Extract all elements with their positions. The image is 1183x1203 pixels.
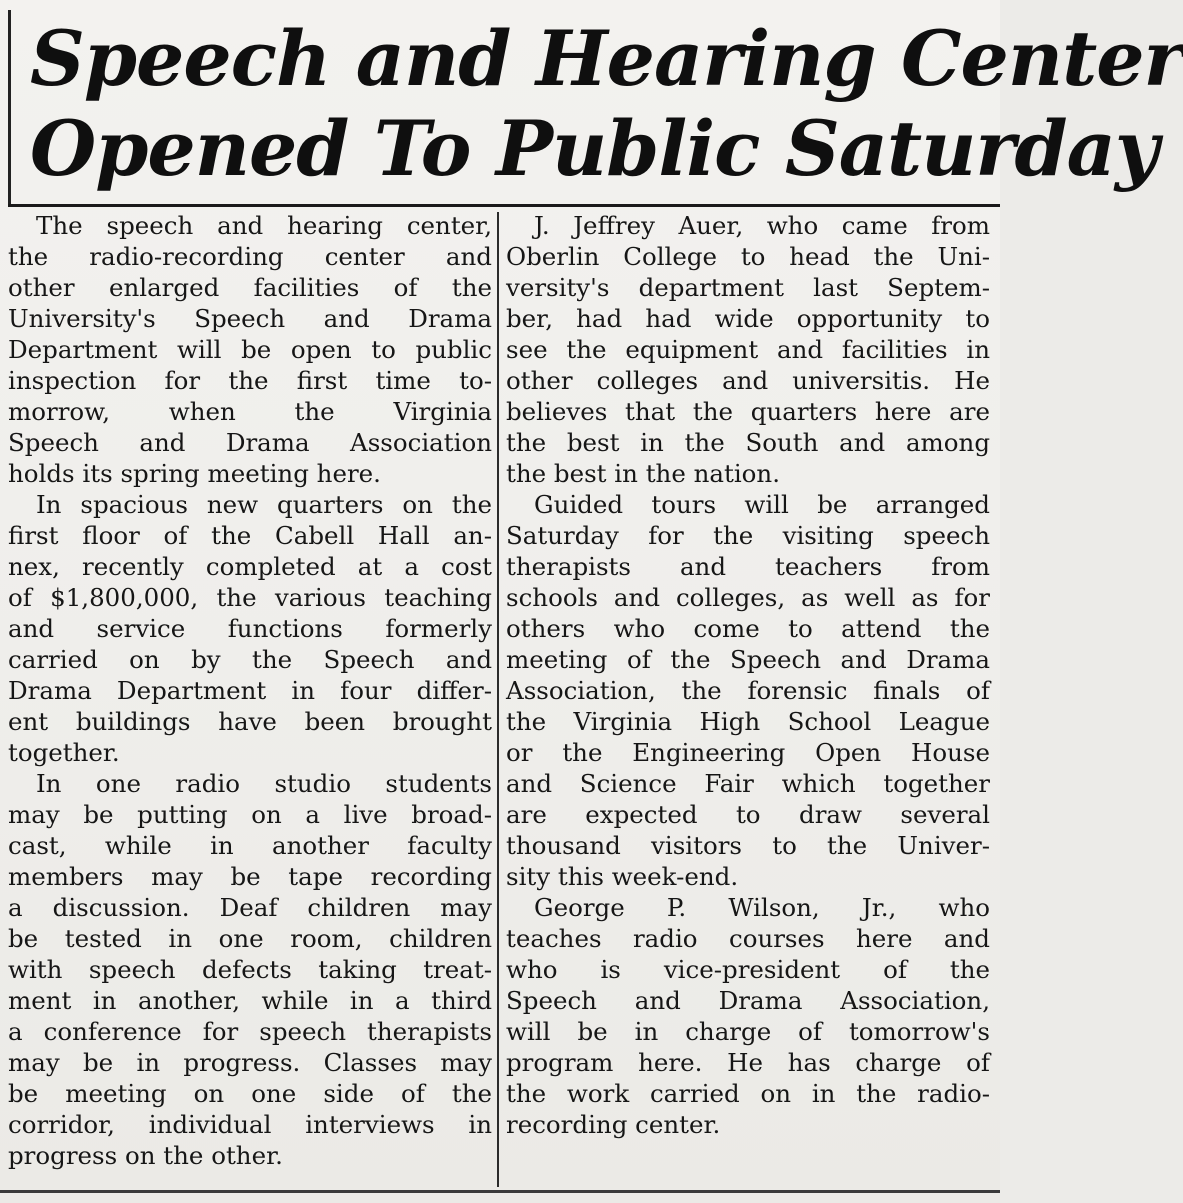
article-line: Speech and Drama Association [8, 428, 492, 457]
headline-left-rule [8, 10, 11, 206]
article-line: other enlarged facilities of the [8, 273, 492, 302]
article-line: versity's department last Septem- [506, 273, 990, 302]
article-line: a discussion. Deaf children may [8, 893, 492, 922]
bottom-divider [0, 1190, 1000, 1193]
article-line: morrow, when the Virginia [8, 397, 492, 426]
article-line: inspection for the first time to- [8, 366, 492, 395]
article-line: teaches radio courses here and [506, 924, 990, 953]
article-line: holds its spring meeting here. [8, 459, 381, 488]
article-right-column [506, 210, 990, 1140]
article-line: are expected to draw several [506, 800, 990, 829]
article-line: cast, while in another faculty [8, 831, 492, 860]
article-line: the radio-recording center and [8, 242, 492, 271]
article-line: with speech defects taking treat- [8, 955, 492, 984]
article-line: carried on by the Speech and [8, 645, 492, 674]
article-line: Guided tours will be arranged [534, 490, 990, 519]
article-line: who is vice-president of the [506, 955, 990, 984]
article-line: program here. He has charge of [506, 1048, 990, 1077]
article-line: In spacious new quarters on the [36, 490, 492, 519]
article-line: progress on the other. [8, 1141, 283, 1170]
article-line: Speech and Drama Association, [506, 986, 990, 1015]
article-line: therapists and teachers from [506, 552, 990, 581]
article-line: nex, recently completed at a cost [8, 552, 492, 581]
article-line: be meeting on one side of the [8, 1079, 492, 1108]
article-line: Drama Department in four differ- [8, 676, 492, 705]
article-line: sity this week-end. [506, 862, 739, 891]
article-line: and Science Fair which together [506, 769, 990, 798]
article-line: Oberlin College to head the Uni- [506, 242, 990, 271]
headline-divider [8, 204, 1000, 207]
article-line: be tested in one room, children [8, 924, 492, 953]
article-line: will be in charge of tomorrow's [506, 1017, 990, 1046]
article-line: of $1,800,000, the various teaching [8, 583, 492, 612]
article-line: other colleges and universitis. He [506, 366, 990, 395]
article-line: the best in the South and among [506, 428, 990, 457]
article-line: corridor, individual interviews in [8, 1110, 492, 1139]
headline-line-2: Opened To Public Saturday [30, 104, 1158, 193]
article-line: members may be tape recording [8, 862, 492, 891]
article-line: Association, the forensic finals of [506, 676, 990, 705]
article-left-column [8, 210, 492, 1171]
article-line: J. Jeffrey Auer, who came from [534, 211, 990, 240]
article-line: Saturday for the visiting speech [506, 521, 990, 550]
article-line: meeting of the Speech and Drama [506, 645, 990, 674]
article-line: University's Speech and Drama [8, 304, 492, 333]
article-line: believes that the quarters here are [506, 397, 990, 426]
article-line: and service functions formerly [8, 614, 492, 643]
article-line: recording center. [506, 1110, 721, 1139]
article-line: thousand visitors to the Univer- [506, 831, 990, 860]
article-line: ent buildings have been brought [8, 707, 492, 736]
article-line: The speech and hearing center, [36, 211, 492, 240]
headline [30, 14, 1183, 194]
article-line: first floor of the Cabell Hall an- [8, 521, 492, 550]
column-divider [497, 212, 499, 1187]
article-line: the best in the nation. [506, 459, 780, 488]
article-line: George P. Wilson, Jr., who [534, 893, 990, 922]
article-line: see the equipment and facilities in [506, 335, 990, 364]
article-line: ment in another, while in a third [8, 986, 492, 1015]
article-line: or the Engineering Open House [506, 738, 990, 767]
article-line: others who come to attend the [506, 614, 990, 643]
article-line: may be in progress. Classes may [8, 1048, 492, 1077]
article-line: together. [8, 738, 120, 767]
article-line: may be putting on a live broad- [8, 800, 492, 829]
article-line: Department will be open to public [8, 335, 492, 364]
article-line: schools and colleges, as well as for [506, 583, 990, 612]
article-line: the work carried on in the radio- [506, 1079, 990, 1108]
article-line: a conference for speech therapists [8, 1017, 492, 1046]
headline-line-1: Speech and Hearing Center [30, 14, 1183, 103]
article-line: ber, had had wide opportunity to [506, 304, 990, 333]
article-line: In one radio studio students [36, 769, 492, 798]
article-line: the Virginia High School League [506, 707, 990, 736]
